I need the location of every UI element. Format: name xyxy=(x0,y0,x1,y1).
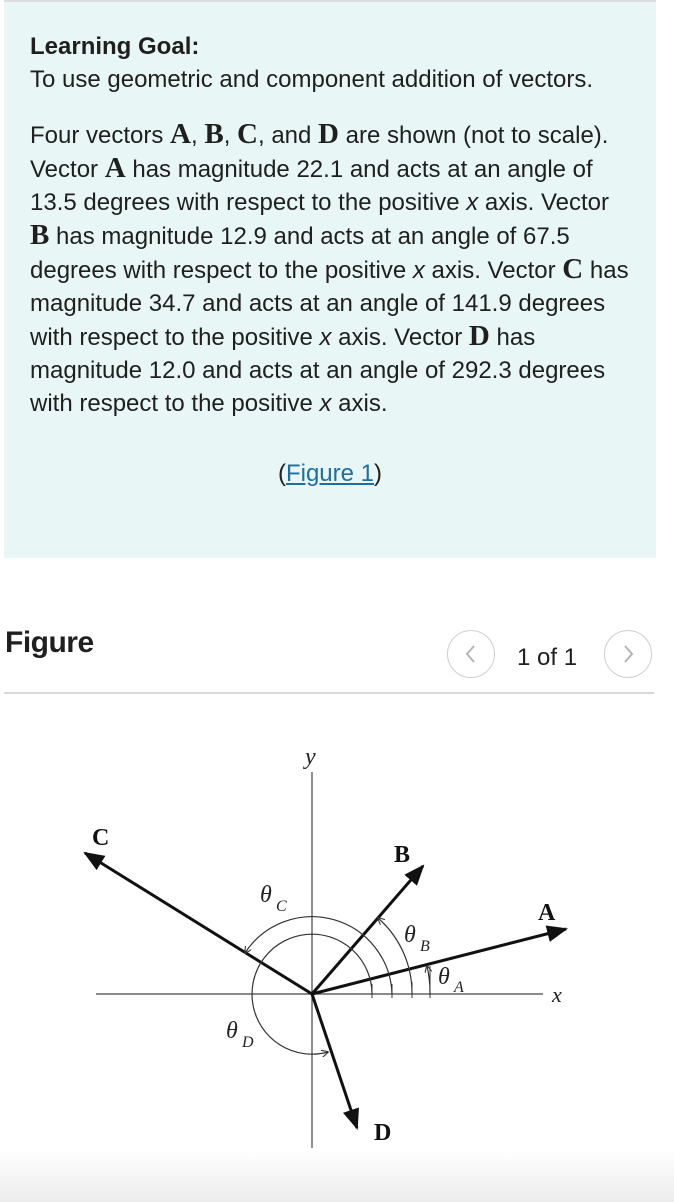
learning-goal-title: Learning Goal: xyxy=(30,33,200,60)
theta-b-symbol: θ xyxy=(404,922,416,948)
page-count: 1 of 1 xyxy=(517,644,578,671)
vector-c-arrow xyxy=(85,853,312,994)
theta-b-subscript: B xyxy=(420,938,430,955)
x-axis-symbol: x xyxy=(466,189,479,216)
bottom-fade xyxy=(0,1150,674,1202)
problem-text: has magnitude 34.7 and acts at an angle of 141.9 degrees with respect to the positive xyxy=(30,257,629,351)
chevron-right-icon xyxy=(618,642,638,666)
problem-text: Four vectors xyxy=(30,122,171,149)
problem-text: , xyxy=(223,122,238,149)
figure-link-line xyxy=(30,460,630,488)
figure-link-open-paren: ( xyxy=(277,460,286,487)
problem-text: axis. xyxy=(331,390,388,417)
vector-c-symbol: C xyxy=(562,253,584,285)
problem-text: has magnitude 12.0 and acts at an angle of 292.3 degrees with respect to the positive xyxy=(30,324,606,417)
problem-text: are shown (not to scale). Vector xyxy=(30,122,609,183)
vector-b-label: B xyxy=(394,842,411,868)
vector-d-arrow xyxy=(312,994,357,1128)
theta-c-subscript: C xyxy=(276,898,287,915)
x-axis-symbol: x xyxy=(412,257,425,284)
y-axis-label: y xyxy=(305,744,316,770)
figure-heading: Figure xyxy=(5,626,94,659)
problem-text: has magnitude 22.1 and acts at an angle of 13.5 degrees with respect to the positive xyxy=(30,156,593,216)
vector-a-label: A xyxy=(538,900,556,926)
x-axis-symbol: x xyxy=(319,390,332,417)
theta-c-symbol: θ xyxy=(260,882,272,908)
problem-text: , xyxy=(191,122,205,149)
learning-goal-text: To use geometric and component addition of vectors. xyxy=(30,66,593,93)
theta-d-symbol: θ xyxy=(226,1018,238,1044)
vector-d-symbol: D xyxy=(468,320,490,352)
learning-goal-panel xyxy=(4,2,656,558)
vector-c-label: C xyxy=(92,825,110,851)
theta-a-subscript: A xyxy=(454,979,464,996)
figure-1-link[interactable]: Figure 1 xyxy=(285,460,375,487)
figure-link-close-paren: ) xyxy=(374,460,383,487)
theta-d-subscript: D xyxy=(242,1034,254,1051)
problem-text: axis. Vector xyxy=(424,257,563,284)
vector-d-symbol: D xyxy=(318,118,339,150)
vector-a-symbol: A xyxy=(170,118,191,150)
problem-statement xyxy=(30,118,630,420)
vector-b-symbol: B xyxy=(30,219,50,251)
x-axis-label: x xyxy=(552,982,562,1007)
problem-text: axis. Vector xyxy=(478,189,609,216)
chevron-left-icon xyxy=(461,642,481,666)
vector-c-symbol: C xyxy=(237,118,258,150)
vector-b-symbol: B xyxy=(204,118,224,150)
vector-d-label: D xyxy=(374,1120,392,1146)
vector-a-symbol: A xyxy=(104,152,126,184)
problem-text: has magnitude 12.9 and acts at an angle of 67.5 degrees with respect to the positive xyxy=(30,223,570,284)
problem-text: , and xyxy=(257,122,319,149)
problem-text: axis. Vector xyxy=(331,324,469,351)
vector-diagram xyxy=(0,694,674,1150)
theta-a-symbol: θ xyxy=(438,964,450,990)
x-axis-symbol: x xyxy=(319,324,332,351)
next-figure-button[interactable] xyxy=(604,630,652,678)
previous-figure-button[interactable] xyxy=(447,630,495,678)
